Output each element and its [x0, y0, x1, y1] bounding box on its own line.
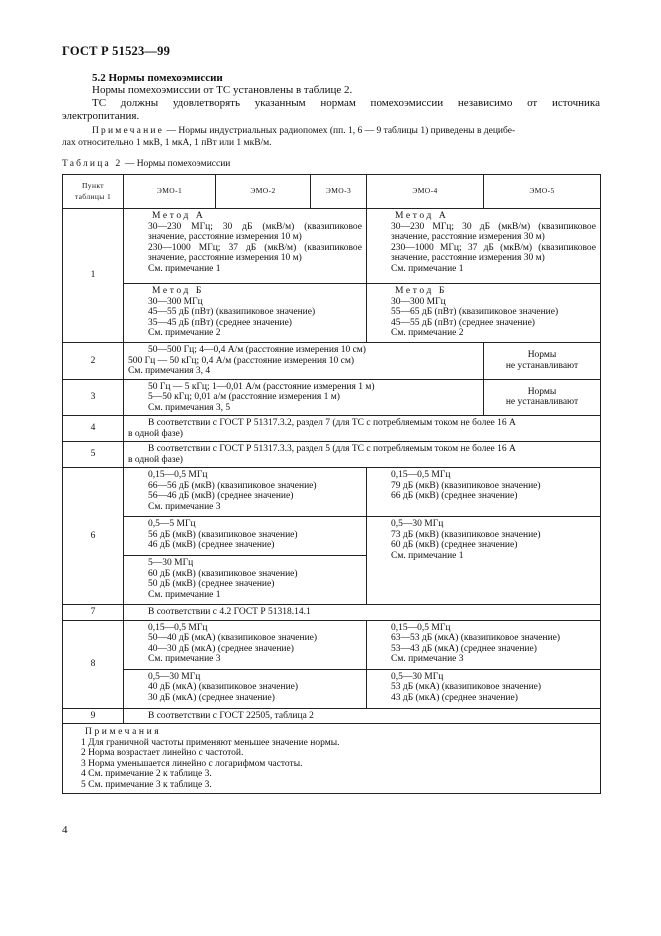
note-label: Примечание	[92, 126, 165, 136]
cell-band-1-right	[367, 620, 601, 669]
cell-line: 0,15—0,5 МГц	[148, 622, 208, 633]
cell-line: 55—65 дБ (пВт) (квазипиковое значение)	[391, 307, 559, 317]
row-number: 5	[63, 442, 124, 468]
cell-line: 0,15—0,5 МГц	[148, 470, 208, 480]
cell-line: 5—50 кГц; 0,01 а/м (расстояние измерения 1 м)	[148, 392, 340, 402]
table-caption	[62, 159, 230, 169]
cell-band-3	[124, 556, 367, 605]
cell-reference	[124, 416, 601, 442]
cell-line: 56—46 дБ (мкВ) (среднее значение)	[148, 491, 294, 501]
cell-line: 66—56 дБ (мкВ) (квазипиковое значение)	[148, 480, 317, 491]
table-caption-label: Таблица 2	[62, 159, 123, 169]
cell-band-2-right	[367, 669, 601, 708]
cell-line: 230—1000 МГц; 37 дБ (мкВ/м) (квазипиковое значение, расстояние измерения 30 м)	[391, 242, 596, 263]
cell-reference	[124, 605, 601, 621]
cell-line: См. примечание 2	[391, 328, 464, 338]
table-row	[63, 620, 601, 669]
cell-band-2-right	[367, 517, 601, 605]
cell-line: См. примечание 3	[148, 654, 221, 664]
table-row	[63, 468, 601, 517]
cell-reference	[124, 442, 601, 468]
cell-not-set	[484, 343, 601, 380]
section-title: 5.2 Нормы помехоэмиссии	[92, 72, 223, 84]
cell-line: 30 дБ (мкА) (среднее значение)	[148, 692, 275, 703]
row-number: 3	[63, 379, 124, 416]
method-label: Метод Б	[395, 286, 447, 296]
method-label: Метод А	[395, 211, 449, 221]
cell-line: 5—30 МГц	[148, 558, 194, 568]
page-number: 4	[62, 824, 68, 836]
method-label: Метод А	[152, 211, 206, 221]
cell-line: в одной фазе)	[128, 454, 183, 465]
cell-line: 50—500 Гц; 4—0,4 А/м (расстояние измерения 10 см)	[148, 345, 366, 355]
row-number: 4	[63, 416, 124, 442]
table-row	[63, 379, 601, 416]
norms-table	[62, 174, 601, 794]
row-number: 7	[63, 605, 124, 621]
table-notes-row	[63, 724, 601, 794]
header-cell: ЭМО-4	[367, 175, 484, 209]
cell-method-b-left	[124, 284, 367, 343]
cell-band-1-right	[367, 468, 601, 517]
paragraph: Нормы помехоэмиссии от ТС установлены в таблице 2.	[92, 84, 353, 96]
cell-line: В соответствии с ГОСТ 22505, таблица 2	[148, 710, 314, 721]
cell-band-2	[124, 669, 367, 708]
cell-line: 50—40 дБ (мкА) (квазипиковое значение)	[148, 633, 318, 643]
cell-line: 53—43 дБ (мкА) (среднее значение)	[391, 643, 537, 654]
cell-line: См. примечание 1	[148, 263, 221, 274]
cell-line: 50 дБ (мкВ) (среднее значение)	[148, 579, 275, 589]
cell-line: Нормы	[527, 350, 557, 361]
cell-band-2	[124, 517, 367, 556]
table-row	[63, 343, 601, 380]
header-cell: ЭМО-5	[484, 175, 601, 209]
cell-line: См. примечание 2	[148, 328, 221, 338]
header-cell: ЭМО-2	[216, 175, 311, 209]
table-row	[63, 416, 601, 442]
row-number: 8	[63, 620, 124, 708]
note-item: 1 Для граничной частоты применяют меньшее значение нормы.	[81, 737, 340, 748]
cell-line: 500 Гц — 50 кГц; 0,4 А/м (расстояние измерения 10 см)	[128, 355, 355, 366]
cell-line: См. примечания 3, 4	[128, 366, 211, 376]
cell-line: в одной фазе)	[128, 428, 183, 439]
cell-line: 43 дБ (мкА) (среднее значение)	[391, 692, 518, 703]
row-number: 6	[63, 468, 124, 605]
cell-line: 30—230 МГц; 30 дБ (мкВ/м) (квазипиковое значение, расстояние измерения 10 м)	[148, 221, 362, 242]
cell-line: не устанавливают	[505, 397, 579, 408]
cell-line: 45—55 дБ (пВт) (квазипиковое значение)	[148, 307, 316, 317]
document-header: ГОСТ Р 51523—99	[62, 44, 171, 58]
cell-line: 35—45 дБ (пВт) (среднее значение)	[148, 317, 292, 328]
header-cell: ЭМО-3	[311, 175, 367, 209]
cell-line: 53 дБ (мкА) (квазипиковое значение)	[391, 682, 542, 692]
row-number: 2	[63, 343, 124, 380]
cell-line: В соответствии с ГОСТ Р 51317.3.3, раздел 5 (для ТС с потребляемым током не более 16 А	[148, 444, 516, 454]
cell-line: 0,5—30 МГц	[391, 671, 444, 682]
cell-line: 0,15—0,5 МГц	[391, 470, 451, 480]
cell-line: не устанавливают	[505, 360, 579, 371]
cell-band-1	[124, 468, 367, 517]
cell-method-a-left	[124, 209, 367, 284]
note-item: 5 См. примечание 3 к таблице 3.	[81, 779, 212, 790]
cell-reference	[124, 708, 601, 724]
cell-line: 230—1000 МГц; 37 дБ (мкВ/м) (квазипиковое значение, расстояние измерения 10 м)	[148, 242, 362, 263]
note-item: 3 Норма уменьшается линейно с логарифмом частоты.	[81, 758, 303, 769]
cell-line: См. примечание 3	[391, 654, 464, 664]
cell-line: 45—55 дБ (пВт) (среднее значение)	[391, 317, 535, 328]
cell-line: 60 дБ (мкВ) (квазипиковое значение)	[148, 568, 298, 579]
row-number: 9	[63, 708, 124, 724]
method-label: Метод Б	[152, 286, 204, 296]
table-row	[63, 517, 601, 556]
note-item: 2 Норма возрастает линейно с частотой.	[81, 748, 244, 758]
row-number: 1	[63, 209, 124, 343]
notes-title: Примечания	[85, 727, 162, 737]
cell-line: 0,5—30 МГц	[391, 519, 444, 529]
cell-limits	[124, 379, 484, 416]
cell-line: См. примечание 1	[148, 589, 221, 600]
cell-line: Нормы	[527, 386, 557, 397]
table-row	[63, 605, 601, 621]
cell-band-1	[124, 620, 367, 669]
cell-line: 30—300 МГц	[148, 296, 203, 307]
header-cell: Пункт таблицы 1	[63, 175, 124, 209]
cell-line: 66 дБ (мкВ) (среднее значение)	[391, 491, 518, 501]
cell-line: 30—300 МГц	[391, 296, 446, 307]
note-continuation: лах относительно 1 мкВ, 1 мкА, 1 пВт или 1 мкВ/м.	[62, 138, 272, 148]
cell-line: 73 дБ (мкВ) (квазипиковое значение)	[391, 529, 541, 540]
table-notes	[63, 724, 601, 794]
table-row	[63, 708, 601, 724]
table-row	[63, 669, 601, 708]
cell-line: В соответствии с ГОСТ Р 51317.3.2, раздел 7 (для ТС с потребляемым током не более 16 А	[148, 418, 516, 428]
cell-line: 60 дБ (мкВ) (среднее значение)	[391, 540, 518, 550]
cell-line: См. примечания 3, 5	[148, 402, 231, 413]
paragraph: ТС должны удовлетворять указанным нормам помехоэмиссии независимо от источника	[92, 97, 600, 109]
header-cell: ЭМО-1	[124, 175, 216, 209]
cell-line: 0,5—5 МГц	[148, 519, 196, 529]
cell-line: 79 дБ (мкВ) (квазипиковое значение)	[391, 480, 541, 491]
note-item: 4 См. примечание 2 к таблице 3.	[81, 769, 212, 779]
note	[92, 126, 600, 138]
cell-method-a-right	[367, 209, 601, 284]
table-row	[63, 284, 601, 343]
cell-line: 63—53 дБ (мкА) (квазипиковое значение)	[391, 633, 561, 643]
note-text: — Нормы индустриальных радиопомех (пп. 1, 6 — 9 таблицы 1) приведены в децибе-	[164, 126, 516, 136]
cell-line: См. примечание 3	[148, 501, 221, 512]
cell-limits	[124, 343, 484, 380]
paragraph: электропитания.	[62, 110, 140, 122]
cell-method-b-right	[367, 284, 601, 343]
table-header-row	[63, 175, 601, 209]
cell-line: См. примечание 1	[391, 263, 464, 274]
cell-line: В соответствии с 4.2 ГОСТ Р 51318.14.1	[148, 607, 311, 617]
cell-line: 46 дБ (мкВ) (среднее значение)	[148, 540, 275, 550]
cell-line: См. примечание 1	[391, 550, 464, 561]
cell-not-set	[484, 379, 601, 416]
cell-line: 30—230 МГц; 30 дБ (мкВ/м) (квазипиковое значение, расстояние измерения 30 м)	[391, 221, 596, 242]
cell-line: 40 дБ (мкА) (квазипиковое значение)	[148, 682, 299, 692]
cell-line: 0,5—30 МГц	[148, 671, 201, 682]
cell-line: 40—30 дБ (мкА) (среднее значение)	[148, 643, 294, 654]
cell-line: 50 Гц — 5 кГц; 1—0,01 А/м (расстояние измерения 1 м)	[148, 381, 375, 392]
cell-line: 0,15—0,5 МГц	[391, 622, 451, 633]
table-caption-text: — Нормы помехоэмиссии	[122, 159, 231, 169]
cell-line: 56 дБ (мкВ) (квазипиковое значение)	[148, 529, 298, 540]
table-row	[63, 442, 601, 468]
table-row	[63, 209, 601, 284]
